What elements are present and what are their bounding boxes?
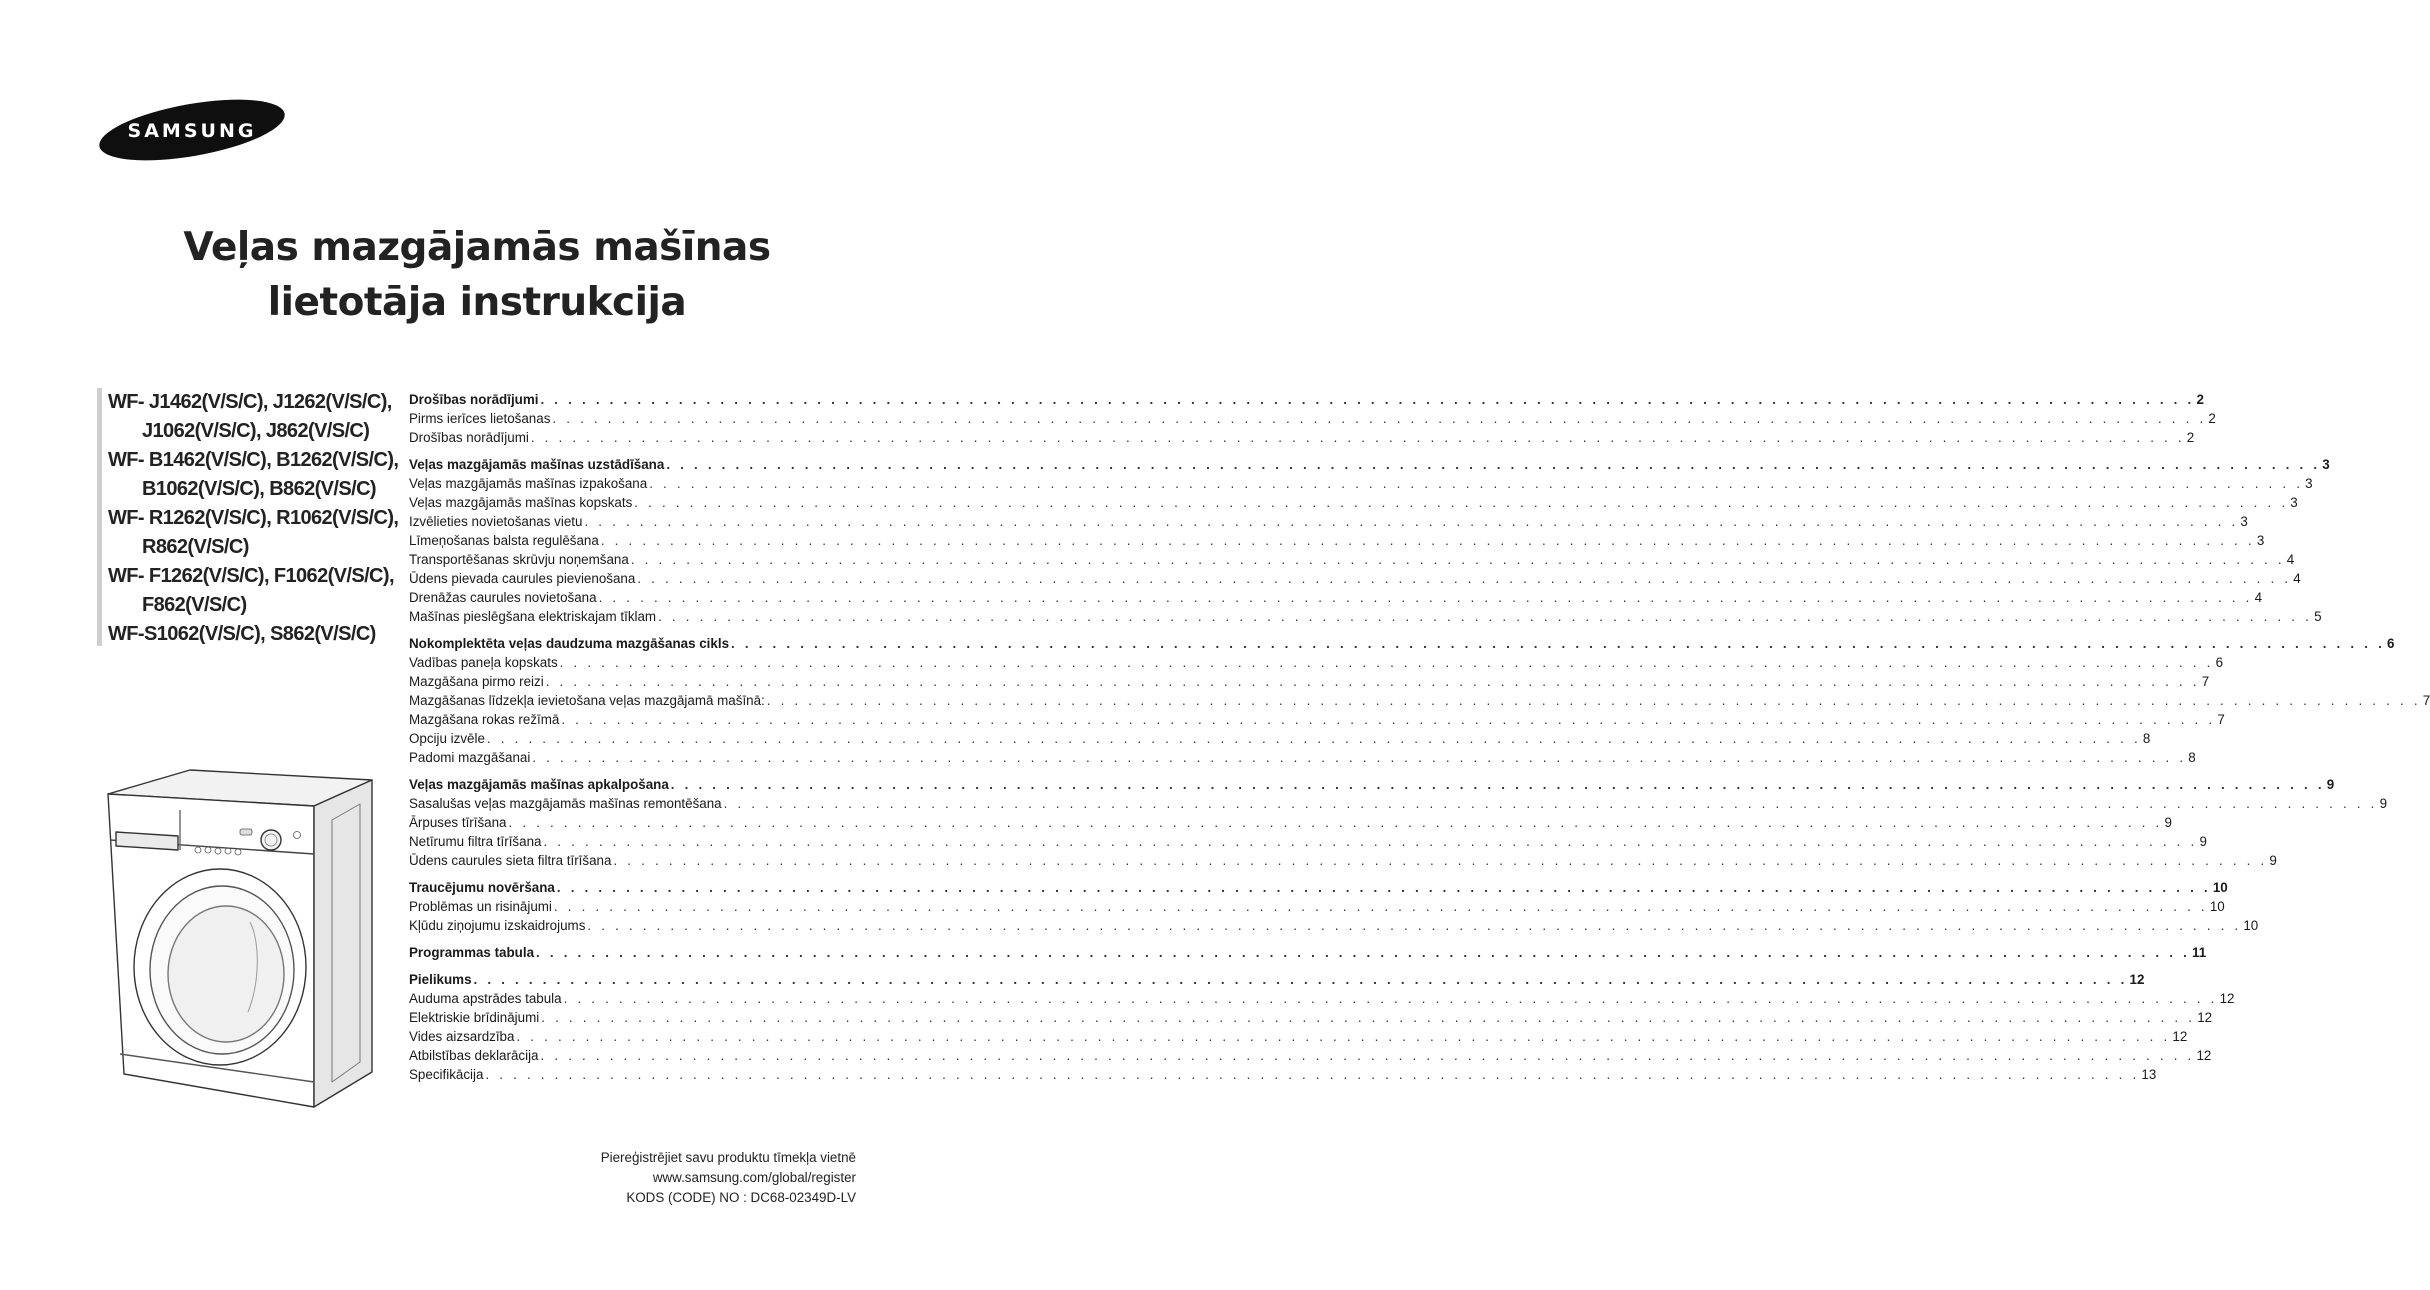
title-line-2: lietotāja instrukcija — [267, 280, 687, 325]
toc-entry-title: Ārpuses tīrīšana — [409, 815, 507, 830]
toc-entry-title: Ūdens pievada caurules pievienošana — [409, 571, 636, 586]
toc-page-number: 9 — [2199, 834, 2207, 849]
toc-page-number: 7 — [2217, 712, 2225, 727]
toc-entry[interactable] — [409, 672, 2210, 691]
toc-page-number: 4 — [2286, 552, 2295, 567]
toc-leader-dots: . . . . . . . . . . . . . . . . . . . . . . . . . . . . . . . . . . . . . . . . . . . . . . . . . . . . . . . . . . . . . . . . . . . . . . . . . . . . . . . . . . . . . . . . . . . . . . . . . . . . . . . . . . . . . . . . . . . . . . . . — [658, 609, 2313, 624]
washing-machine-illustration — [100, 762, 380, 1107]
toc-leader-dots: . . . . . . . . . . . . . . . . . . . . . . . . . . . . . . . . . . . . . . . . . . . . . . . . . . . . . . . . . . . . . . . . . . . . . . . . . . . . . . . . . . . . . . . . . . . . . . . . . . . . . . . . . . . . . . . . . . . . . . . . — [587, 918, 2242, 933]
toc-leader-dots: . . . . . . . . . . . . . . . . . . . . . . . . . . . . . . . . . . . . . . . . . . . . . . . . . . . . . . . . . . . . . . . . . . . . . . . . . . . . . . . . . . . . . . . . . . . . . . . . . . . . . . . . . . . . . . . . . . . . . . . . — [532, 750, 2187, 765]
toc-page-number: 4 — [2293, 571, 2301, 586]
toc-entry-title: Izvēlieties novietošanas vietu — [409, 514, 583, 529]
toc-entry-title: Mazgāšanas līdzekļa ievietošana veļas mazgājamā mašīnā: — [409, 693, 765, 708]
toc-entry[interactable] — [409, 493, 2298, 512]
toc-section — [409, 634, 2430, 767]
toc-page-number: 3 — [2256, 533, 2265, 548]
toc-page-number: 3 — [2240, 514, 2248, 529]
toc-page-number: 9 — [2326, 777, 2335, 792]
toc-leader-dots: . . . . . . . . . . . . . . . . . . . . . . . . . . . . . . . . . . . . . . . . . . . . . . . . . . . . . . . . . . . . . . . . . . . . . . . . . . . . . . . . . . . . . . . . . . . . . . . . . . . . . . . . . . . . . . . . . . . . . . . . — [766, 693, 2421, 708]
toc-leader-dots: . . . . . . . . . . . . . . . . . . . . . . . . . . . . . . . . . . . . . . . . . . . . . . . . . . . . . . . . . . . . . . . . . . . . . . . . . . . . . . . . . . . . . . . . . . . . . . . . . . . . . . . . . . . . . . . . . . . . . . . . — [666, 457, 2321, 472]
toc-section-heading[interactable] — [409, 634, 2395, 653]
toc-page-number: 3 — [2305, 476, 2313, 491]
toc-leader-dots: . . . . . . . . . . . . . . . . . . . . . . . . . . . . . . . . . . . . . . . . . . . . . . . . . . . . . . . . . . . . . . . . . . . . . . . . . . . . . . . . . . . . . . . . . . . . . . . . . . . . . . . . . . . . . . . . . . . . . . . . — [637, 571, 2292, 586]
toc-leader-dots: . . . . . . . . . . . . . . . . . . . . . . . . . . . . . . . . . . . . . . . . . . . . . . . . . . . . . . . . . . . . . . . . . . . . . . . . . . . . . . . . . . . . . . . . . . . . . . . . . . . . . . . . . . . . . . . . . . . . . . . . — [598, 590, 2253, 605]
toc-entry[interactable] — [409, 897, 2225, 916]
toc-leader-dots: . . . . . . . . . . . . . . . . . . . . . . . . . . . . . . . . . . . . . . . . . . . . . . . . . . . . . . . . . . . . . . . . . . . . . . . . . . . . . . . . . . . . . . . . . . . . . . . . . . . . . . . . . . . . . . . . . . . . . . . . — [508, 815, 2163, 830]
toc-entry-title: Veļas mazgājamās mašīnas uzstādīšana — [409, 457, 665, 472]
toc-page-number: 6 — [2387, 636, 2395, 651]
toc-entry-title: Drenāžas caurules novietošana — [409, 590, 597, 605]
toc-page-number: 3 — [2290, 495, 2298, 510]
toc-entry-title: Vides aizsardzība — [409, 1029, 515, 1044]
toc-entry[interactable] — [409, 1065, 2157, 1084]
toc-page-number: 12 — [2196, 1048, 2212, 1063]
toc-entry-title: Vadības paneļa kopskats — [409, 655, 558, 670]
model-line: B1062(V/S/C), B862(V/S/C) — [142, 478, 376, 500]
toc-entry[interactable] — [409, 851, 2277, 870]
toc-entry-title: Nokomplektēta veļas daudzuma mazgāšanas cikls — [409, 636, 730, 651]
toc-entry-title: Mazgāšana pirmo reizi — [409, 674, 544, 689]
toc-entry[interactable] — [409, 607, 2322, 626]
model-line: WF- R1262(V/S/C), R1062(V/S/C), — [108, 507, 399, 529]
brand-text: SAMSUNG — [127, 120, 257, 142]
toc-leader-dots: . . . . . . . . . . . . . . . . . . . . . . . . . . . . . . . . . . . . . . . . . . . . . . . . . . . . . . . . . . . . . . . . . . . . . . . . . . . . . . . . . . . . . . . . . . . . . . . . . . . . . . . . . . . . . . . . . . . . . . . . — [556, 880, 2211, 895]
toc-page-number: 10 — [2209, 899, 2225, 914]
toc-entry-title: Traucējumu novēršana — [409, 880, 555, 895]
toc-leader-dots: . . . . . . . . . . . . . . . . . . . . . . . . . . . . . . . . . . . . . . . . . . . . . . . . . . . . . . . . . . . . . . . . . . . . . . . . . . . . . . . . . . . . . . . . . . . . . . . . . . . . . . . . . . . . . . . . . . . . . . . . — [543, 834, 2198, 849]
toc-entry-title: Transportēšanas skrūvju noņemšana — [409, 552, 629, 567]
toc-entry[interactable] — [409, 1008, 2213, 1027]
toc-page-number: 9 — [2164, 815, 2172, 830]
toc-page-number: 7 — [2201, 674, 2210, 689]
samsung-logo — [97, 98, 287, 162]
toc-section — [409, 943, 2207, 962]
toc-entry-title: Auduma apstrādes tabula — [409, 991, 562, 1006]
toc-section-heading[interactable] — [409, 455, 2330, 474]
toc-leader-dots: . . . . . . . . . . . . . . . . . . . . . . . . . . . . . . . . . . . . . . . . . . . . . . . . . . . . . . . . . . . . . . . . . . . . . . . . . . . . . . . . . . . . . . . . . . . . . . . . . . . . . . . . . . . . . . . . . . . . . . . . — [540, 1048, 2195, 1063]
toc-entry-title: Netīrumu filtra tīrīšana — [409, 834, 542, 849]
toc-section — [409, 455, 2330, 626]
toc-entry-title: Atbilstības deklarācija — [409, 1048, 539, 1063]
toc-entry-title: Veļas mazgājamās mašīnas apkalpošana — [409, 777, 669, 792]
toc-leader-dots: . . . . . . . . . . . . . . . . . . . . . . . . . . . . . . . . . . . . . . . . . . . . . . . . . . . . . . . . . . . . . . . . . . . . . . . . . . . . . . . . . . . . . . . . . . . . . . . . . . . . . . . . . . . . . . . . . . . . . . . . — [516, 1029, 2171, 1044]
toc-entry[interactable] — [409, 989, 2235, 1008]
toc-page-number: 12 — [2197, 1010, 2213, 1025]
toc-leader-dots: . . . . . . . . . . . . . . . . . . . . . . . . . . . . . . . . . . . . . . . . . . . . . . . . . . . . . . . . . . . . . . . . . . . . . . . . . . . . . . . . . . . . . . . . . . . . . . . . . . . . . . . . . . . . . . . . . . . . . . . . — [561, 712, 2216, 727]
toc-entry[interactable] — [409, 409, 2216, 428]
toc-entry[interactable] — [409, 569, 2301, 588]
toc-leader-dots: . . . . . . . . . . . . . . . . . . . . . . . . . . . . . . . . . . . . . . . . . . . . . . . . . . . . . . . . . . . . . . . . . . . . . . . . . . . . . . . . . . . . . . . . . . . . . . . . . . . . . . . . . . . . . . . . . . . . . . . . — [552, 411, 2207, 426]
toc-leader-dots: . . . . . . . . . . . . . . . . . . . . . . . . . . . . . . . . . . . . . . . . . . . . . . . . . . . . . . . . . . . . . . . . . . . . . . . . . . . . . . . . . . . . . . . . . . . . . . . . . . . . . . . . . . . . . . . . . . . . . . . . — [541, 1010, 2196, 1025]
model-line: F862(V/S/C) — [142, 594, 247, 616]
toc-entry-title: Mašīnas pieslēgšana elektriskajam tīklam — [409, 609, 657, 624]
toc-page-number: 9 — [2379, 796, 2388, 811]
toc-page-number: 2 — [2186, 430, 2195, 445]
toc-page-number: 13 — [2141, 1067, 2157, 1082]
toc-leader-dots: . . . . . . . . . . . . . . . . . . . . . . . . . . . . . . . . . . . . . . . . . . . . . . . . . . . . . . . . . . . . . . . . . . . . . . . . . . . . . . . . . . . . . . . . . . . . . . . . . . . . . . . . . . . . . . . . . . . . . . . . — [630, 552, 2285, 567]
toc-entry[interactable] — [409, 512, 2248, 531]
toc-page-number: 4 — [2254, 590, 2263, 605]
toc-entry-title: Programmas tabula — [409, 945, 535, 960]
model-line: WF- F1262(V/S/C), F1062(V/S/C), — [108, 565, 394, 587]
model-line: J1062(V/S/C), J862(V/S/C) — [142, 420, 370, 442]
title-line-1: Veļas mazgājamās mašīnas — [183, 225, 771, 270]
toc-entry-title: Ūdens caurules sieta filtra tīrīšana — [409, 853, 612, 868]
model-line: WF- J1462(V/S/C), J1262(V/S/C), — [108, 391, 392, 413]
toc-entry-title: Kļūdu ziņojumu izskaidrojums — [409, 918, 586, 933]
toc-entry[interactable] — [409, 474, 2313, 493]
toc-page-number: 12 — [2172, 1029, 2188, 1044]
toc-leader-dots: . . . . . . . . . . . . . . . . . . . . . . . . . . . . . . . . . . . . . . . . . . . . . . . . . . . . . . . . . . . . . . . . . . . . . . . . . . . . . . . . . . . . . . . . . . . . . . . . . . . . . . . . . . . . . . . . . . . . . . . . — [540, 392, 2195, 407]
registration-footer — [601, 1148, 856, 1208]
toc-leader-dots: . . . . . . . . . . . . . . . . . . . . . . . . . . . . . . . . . . . . . . . . . . . . . . . . . . . . . . . . . . . . . . . . . . . . . . . . . . . . . . . . . . . . . . . . . . . . . . . . . . . . . . . . . . . . . . . . . . . . . . . . — [600, 533, 2255, 548]
toc-entry-title: Opciju izvēle — [409, 731, 485, 746]
toc-entry[interactable] — [409, 1046, 2212, 1065]
toc-page-number: 8 — [2142, 731, 2151, 746]
toc-entry-title: Mazgāšana rokas režīmā — [409, 712, 560, 727]
model-line: R862(V/S/C) — [142, 536, 249, 558]
toc-section-heading[interactable] — [409, 970, 2145, 989]
toc-entry[interactable] — [409, 729, 2151, 748]
toc-page-number: 12 — [2219, 991, 2235, 1006]
toc-entry[interactable] — [409, 832, 2207, 851]
footer-document-code: KODS (CODE) NO : DC68-02349D-LV — [626, 1190, 856, 1205]
toc-section — [409, 390, 2216, 447]
toc-section-heading[interactable] — [409, 775, 2335, 794]
table-of-contents — [409, 390, 2430, 1092]
toc-entry-title: Drošības norādījumi — [409, 430, 529, 445]
toc-leader-dots: . . . . . . . . . . . . . . . . . . . . . . . . . . . . . . . . . . . . . . . . . . . . . . . . . . . . . . . . . . . . . . . . . . . . . . . . . . . . . . . . . . . . . . . . . . . . . . . . . . . . . . . . . . . . . . . . . . . . . . . . — [634, 495, 2289, 510]
footer-register-url[interactable]: www.samsung.com/global/register — [652, 1170, 856, 1185]
toc-page-number: 10 — [2212, 880, 2228, 895]
footer-register-text: Piereģistrējiet savu produktu tīmekļa vietnē — [600, 1150, 856, 1165]
toc-leader-dots: . . . . . . . . . . . . . . . . . . . . . . . . . . . . . . . . . . . . . . . . . . . . . . . . . . . . . . . . . . . . . . . . . . . . . . . . . . . . . . . . . . . . . . . . . . . . . . . . . . . . . . . . . . . . . . . . . . . . . . . . — [553, 899, 2208, 914]
toc-entry[interactable] — [409, 428, 2195, 447]
toc-entry-title: Sasalušas veļas mazgājamās mašīnas remontēšana — [409, 796, 722, 811]
toc-entry-title: Pirms ierīces lietošanas — [409, 411, 551, 426]
toc-entry[interactable] — [409, 813, 2172, 832]
toc-entry[interactable] — [409, 748, 2196, 767]
model-line: WF- B1462(V/S/C), B1262(V/S/C), — [108, 449, 399, 471]
toc-leader-dots: . . . . . . . . . . . . . . . . . . . . . . . . . . . . . . . . . . . . . . . . . . . . . . . . . . . . . . . . . . . . . . . . . . . . . . . . . . . . . . . . . . . . . . . . . . . . . . . . . . . . . . . . . . . . . . . . . . . . . . . . — [473, 972, 2128, 987]
toc-page-number: 2 — [2208, 411, 2216, 426]
toc-leader-dots: . . . . . . . . . . . . . . . . . . . . . . . . . . . . . . . . . . . . . . . . . . . . . . . . . . . . . . . . . . . . . . . . . . . . . . . . . . . . . . . . . . . . . . . . . . . . . . . . . . . . . . . . . . . . . . . . . . . . . . . . — [670, 777, 2325, 792]
toc-entry-title: Veļas mazgājamās mašīnas kopskats — [409, 495, 633, 510]
toc-page-number: 10 — [2243, 918, 2259, 933]
toc-page-number: 12 — [2129, 972, 2145, 987]
toc-leader-dots: . . . . . . . . . . . . . . . . . . . . . . . . . . . . . . . . . . . . . . . . . . . . . . . . . . . . . . . . . . . . . . . . . . . . . . . . . . . . . . . . . . . . . . . . . . . . . . . . . . . . . . . . . . . . . . . . . . . . . . . . — [613, 853, 2268, 868]
toc-page-number: 2 — [2196, 392, 2204, 407]
toc-entry[interactable] — [409, 531, 2265, 550]
toc-page-number: 7 — [2422, 693, 2430, 708]
toc-section — [409, 775, 2388, 870]
toc-entry[interactable] — [409, 794, 2388, 813]
model-line: WF-S1062(V/S/C), S862(V/S/C) — [108, 623, 376, 645]
toc-entry-title: Elektriskie brīdinājumi — [409, 1010, 540, 1025]
toc-entry[interactable] — [409, 653, 2224, 672]
toc-entry[interactable] — [409, 710, 2225, 729]
toc-leader-dots: . . . . . . . . . . . . . . . . . . . . . . . . . . . . . . . . . . . . . . . . . . . . . . . . . . . . . . . . . . . . . . . . . . . . . . . . . . . . . . . . . . . . . . . . . . . . . . . . . . . . . . . . . . . . . . . . . . . . . . . . — [563, 991, 2218, 1006]
toc-leader-dots: . . . . . . . . . . . . . . . . . . . . . . . . . . . . . . . . . . . . . . . . . . . . . . . . . . . . . . . . . . . . . . . . . . . . . . . . . . . . . . . . . . . . . . . . . . . . . . . . . . . . . . . . . . . . . . . . . . . . . . . . — [723, 796, 2378, 811]
toc-section-heading[interactable] — [409, 943, 2207, 962]
toc-page-number: 11 — [2192, 945, 2207, 960]
toc-entry-title: Pielikums — [409, 972, 472, 987]
toc-entry[interactable] — [409, 588, 2263, 607]
toc-page-number: 8 — [2188, 750, 2196, 765]
toc-page-number: 5 — [2314, 609, 2322, 624]
toc-entry-title: Padomi mazgāšanai — [409, 750, 531, 765]
toc-section-heading[interactable] — [409, 390, 2204, 409]
toc-section — [409, 970, 2235, 1084]
toc-section — [409, 878, 2259, 935]
toc-entry-title: Drošības norādījumi — [409, 392, 539, 407]
toc-entry-title: Specifikācija — [409, 1067, 484, 1082]
toc-leader-dots: . . . . . . . . . . . . . . . . . . . . . . . . . . . . . . . . . . . . . . . . . . . . . . . . . . . . . . . . . . . . . . . . . . . . . . . . . . . . . . . . . . . . . . . . . . . . . . . . . . . . . . . . . . . . . . . . . . . . . . . . — [559, 655, 2214, 670]
toc-page-number: 9 — [2269, 853, 2277, 868]
toc-entry-title: Līmeņošanas balsta regulēšana — [409, 533, 599, 548]
toc-leader-dots: . . . . . . . . . . . . . . . . . . . . . . . . . . . . . . . . . . . . . . . . . . . . . . . . . . . . . . . . . . . . . . . . . . . . . . . . . . . . . . . . . . . . . . . . . . . . . . . . . . . . . . . . . . . . . . . . . . . . . . . . — [485, 1067, 2140, 1082]
toc-leader-dots: . . . . . . . . . . . . . . . . . . . . . . . . . . . . . . . . . . . . . . . . . . . . . . . . . . . . . . . . . . . . . . . . . . . . . . . . . . . . . . . . . . . . . . . . . . . . . . . . . . . . . . . . . . . . . . . . . . . . . . . . — [486, 731, 2141, 746]
toc-entry-title: Veļas mazgājamās mašīnas izpakošana — [409, 476, 648, 491]
toc-page-number: 3 — [2322, 457, 2330, 472]
toc-leader-dots: . . . . . . . . . . . . . . . . . . . . . . . . . . . . . . . . . . . . . . . . . . . . . . . . . . . . . . . . . . . . . . . . . . . . . . . . . . . . . . . . . . . . . . . . . . . . . . . . . . . . . . . . . . . . . . . . . . . . . . . . — [584, 514, 2239, 529]
document-title — [0, 220, 954, 330]
model-list — [97, 388, 398, 646]
toc-leader-dots: . . . . . . . . . . . . . . . . . . . . . . . . . . . . . . . . . . . . . . . . . . . . . . . . . . . . . . . . . . . . . . . . . . . . . . . . . . . . . . . . . . . . . . . . . . . . . . . . . . . . . . . . . . . . . . . . . . . . . . . . — [731, 636, 2385, 651]
toc-page-number: 6 — [2215, 655, 2224, 670]
toc-leader-dots: . . . . . . . . . . . . . . . . . . . . . . . . . . . . . . . . . . . . . . . . . . . . . . . . . . . . . . . . . . . . . . . . . . . . . . . . . . . . . . . . . . . . . . . . . . . . . . . . . . . . . . . . . . . . . . . . . . . . . . . . — [536, 945, 2190, 960]
toc-entry[interactable] — [409, 916, 2259, 935]
toc-leader-dots: . . . . . . . . . . . . . . . . . . . . . . . . . . . . . . . . . . . . . . . . . . . . . . . . . . . . . . . . . . . . . . . . . . . . . . . . . . . . . . . . . . . . . . . . . . . . . . . . . . . . . . . . . . . . . . . . . . . . . . . . — [545, 674, 2200, 689]
toc-section-heading[interactable] — [409, 878, 2228, 897]
toc-entry-title: Problēmas un risinājumi — [409, 899, 552, 914]
toc-entry[interactable] — [409, 691, 2430, 710]
toc-entry[interactable] — [409, 550, 2295, 569]
toc-leader-dots: . . . . . . . . . . . . . . . . . . . . . . . . . . . . . . . . . . . . . . . . . . . . . . . . . . . . . . . . . . . . . . . . . . . . . . . . . . . . . . . . . . . . . . . . . . . . . . . . . . . . . . . . . . . . . . . . . . . . . . . . — [530, 430, 2185, 445]
toc-leader-dots: . . . . . . . . . . . . . . . . . . . . . . . . . . . . . . . . . . . . . . . . . . . . . . . . . . . . . . . . . . . . . . . . . . . . . . . . . . . . . . . . . . . . . . . . . . . . . . . . . . . . . . . . . . . . . . . . . . . . . . . . — [649, 476, 2304, 491]
toc-entry[interactable] — [409, 1027, 2188, 1046]
